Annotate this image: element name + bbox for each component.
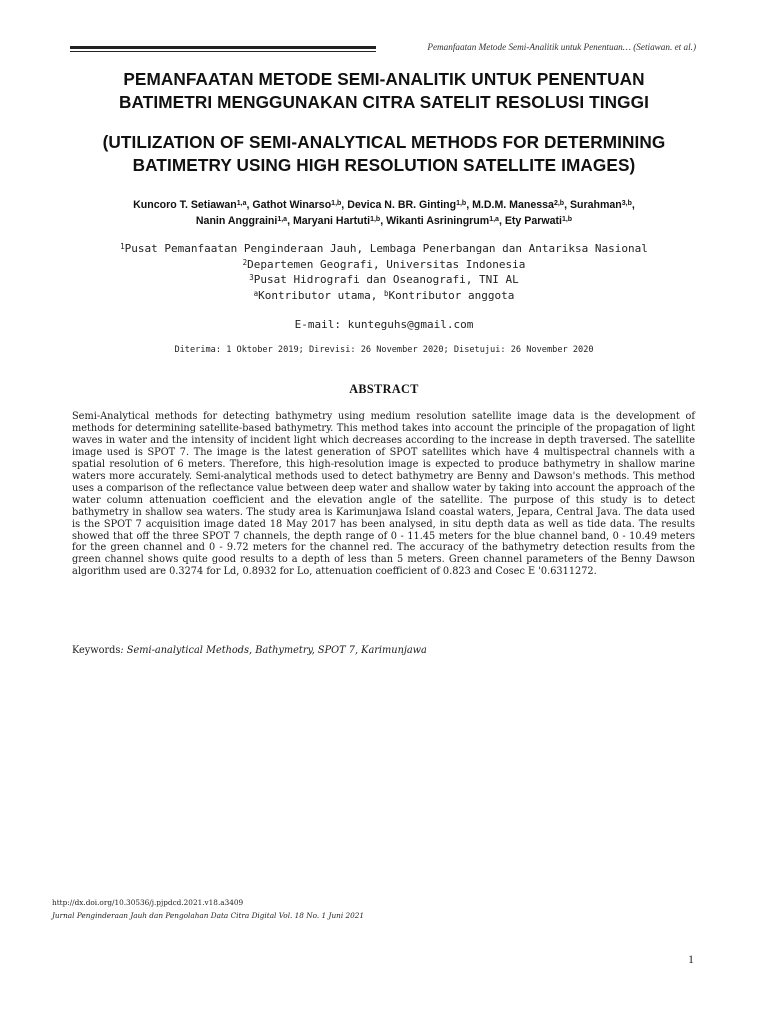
doi-link[interactable]: http://dx.doi.org/10.30536/j.pjpdcd.2021.v18.a3409 bbox=[52, 898, 244, 907]
header-rule-thick bbox=[70, 46, 376, 49]
affiliation-sup: 1 bbox=[120, 242, 125, 251]
author-line-1 bbox=[70, 197, 698, 213]
author bbox=[505, 215, 572, 227]
contact-email: E-mail: kunteguhs@gmail.com bbox=[294, 318, 474, 331]
author: Kuncoro T. Setiawan$^{1,a}$, bbox=[133, 199, 253, 211]
author-name: Nanin Anggraini bbox=[195, 215, 278, 227]
author-affiliation-sup: 1,b bbox=[456, 200, 467, 207]
author: Gathot Winarso$^{1,b}$, bbox=[252, 199, 348, 211]
title-id-line-2: BATIMETRI MENGGUNAKAN CITRA SATELIT RESOLUSI TINGGI bbox=[119, 92, 649, 112]
title-en-line-2: BATIMETRY USING HIGH RESOLUTION SATELLITE IMAGES) bbox=[132, 155, 636, 175]
contributor-text-a: Kontributor utama, bbox=[258, 288, 384, 302]
author-name: Surahman bbox=[569, 199, 622, 211]
affiliation-item bbox=[70, 241, 698, 257]
journal-citation: Jurnal Penginderaan Jauh dan Pengolahan Data Citra Digital Vol. 18 No. 1 Juni 2021 bbox=[52, 911, 365, 920]
affiliation-item bbox=[70, 272, 698, 288]
title-id-line-1: PEMANFAATAN METODE SEMI-ANALITIK UNTUK PENENTUAN bbox=[123, 69, 645, 89]
contributor-note bbox=[70, 288, 698, 304]
author-affiliation-sup: 1,b bbox=[370, 216, 381, 223]
title-indonesian bbox=[70, 68, 698, 114]
author-affiliation-sup: 1,a bbox=[489, 216, 499, 223]
header-rule-thin bbox=[70, 51, 376, 52]
page-number: 1 bbox=[688, 952, 694, 966]
author-list bbox=[70, 197, 698, 229]
author-affiliation-sup: 1,a bbox=[236, 200, 247, 207]
affiliation-text: Departemen Geografi, Universitas Indonesia bbox=[247, 257, 526, 271]
keywords bbox=[72, 645, 695, 656]
author: Wikanti Asriningrum$^{1,a}$, bbox=[386, 215, 505, 227]
contributor-sup-a: a bbox=[253, 288, 259, 298]
affiliation-sup: 2 bbox=[242, 257, 248, 267]
author: M.D.M. Manessa$^{2,b}$, bbox=[472, 199, 570, 211]
affiliation-text: Pusat Pemanfaatan Penginderaan Jauh, Lembaga Penerbangan dan Antariksa Nasional bbox=[124, 242, 648, 255]
title-english bbox=[70, 131, 698, 177]
affiliation-sup: 3 bbox=[249, 273, 254, 282]
author-name: Gathot Winarso bbox=[252, 199, 332, 211]
header-rule bbox=[70, 46, 376, 52]
abstract-heading: ABSTRACT bbox=[349, 382, 419, 396]
author-name: Ety Parwati bbox=[504, 215, 562, 227]
author-affiliation-sup: 3,b bbox=[621, 200, 632, 207]
author: Nanin Anggraini$^{1,a}$, bbox=[195, 215, 293, 227]
author-name: M.D.M. Manessa bbox=[472, 199, 554, 211]
author-affiliation-sup: 1,b bbox=[561, 216, 573, 223]
author-affiliation-sup: 2,b bbox=[553, 200, 565, 207]
author-name: Kuncoro T. Setiawan bbox=[133, 199, 237, 211]
author-name: Maryani Hartuti bbox=[292, 215, 371, 227]
author: Devica N. BR. Ginting$^{1,b}$, bbox=[347, 199, 473, 211]
affiliation-item bbox=[70, 257, 698, 273]
author-name: Devica N. BR. Ginting bbox=[347, 199, 457, 211]
author: Maryani Hartuti$^{1,b}$, bbox=[292, 215, 387, 227]
contributor-sup-b: b bbox=[384, 288, 389, 298]
author-line-2 bbox=[70, 213, 698, 229]
contributor-text-b: Kontributor anggota bbox=[388, 288, 515, 302]
title-en-line-1: (UTILIZATION OF SEMI-ANALYTICAL METHODS FOR DETERMINING bbox=[102, 132, 666, 152]
author: Surahman$^{3,b}$, bbox=[569, 199, 635, 211]
keywords-label: Keywords bbox=[72, 645, 121, 656]
author-affiliation-sup: 1,b bbox=[331, 200, 342, 207]
abstract-body: Semi-Analytical methods for detecting bathymetry using medium resolution satellite image data is the development of methods for determining satellite-based bathymetry. This method takes into account the principle of the propagation of light waves in water and the intensity of incident light which decreases according to the increase in depth traversed. The satellite image used is SPOT 7. The image is the latest generation of SPOT satellites which have 4 multispectral channels with a spatial resolution of 6 meters. Therefore, this high-resolution image is expected to produce bathymetry in shallow marine waters more accurately. Semi-analytical methods used to detect bathymetry are Benny and Dawson's methods. This method uses a comparison of the reflectance value between deep water and shallow water by taking into account the approach of the water column attenuation coefficient and the elevation angle of the satellite. The purpose of this study is to detect bathymetry in shallow sea waters. The study area is Karimunjawa Island coastal waters, Jepara, Central Java. The data used is the SPOT 7 acquisition image dated 18 May 2017 has been analysed, in situ depth data as well as tide data. The results showed that off the three SPOT 7 channels, the depth range of 0 - 11.45 meters for the blue channel band, 0 - 10.49 meters for the green channel and 0 - 9.72 meters for the channel red. The accuracy of the bathymetry detection results from the green channel shows quite good results to a depth of less than 5 meters. Green channel parameters of the Benny Dawson algorithm used are 0.3274 for Ld, 0.8932 for Lo, attenuation coefficient of 0.823 and Cosec E '0.6311272. bbox=[72, 411, 695, 578]
affiliation-list bbox=[70, 241, 698, 303]
submission-dates: Diterima: 1 Oktober 2019; Direvisi: 26 November 2020; Disetujui: 26 November 2020 bbox=[174, 345, 594, 355]
running-head: Pemanfaatan Metode Semi-Analitik untuk Penentuan… (Setiawan. et al.) bbox=[427, 42, 696, 52]
affiliation-text: Pusat Hidrografi dan Oseanografi, TNI AL bbox=[253, 273, 519, 286]
keywords-values: : Semi-analytical Methods, Bathymetry, SPOT 7, Karimunjawa bbox=[120, 645, 427, 656]
author-affiliation-sup: 1,a bbox=[277, 216, 288, 223]
author-name: Wikanti Asriningrum bbox=[386, 215, 490, 227]
